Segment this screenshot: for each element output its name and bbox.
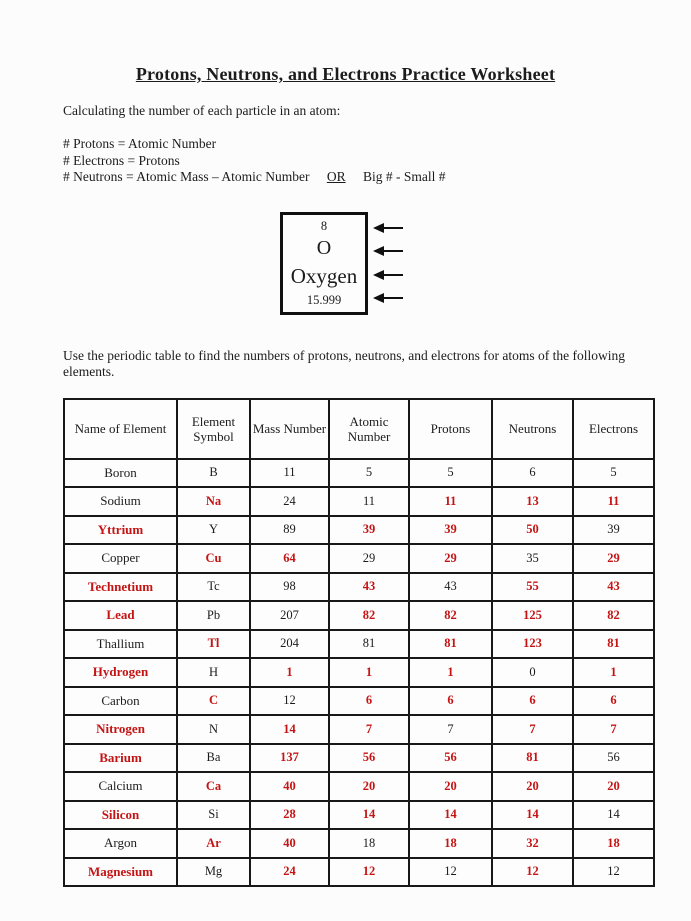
- value-cell: 137: [250, 744, 329, 773]
- elements-table: [63, 398, 655, 888]
- table-row: [64, 459, 654, 488]
- element-name-cell: Barium: [64, 744, 177, 773]
- left-arrow-icon: [373, 293, 403, 303]
- value-cell: 28: [250, 801, 329, 830]
- formula-neutrons: [63, 169, 691, 186]
- left-arrow-icon: [373, 246, 403, 256]
- table-row: [64, 744, 654, 773]
- table-body: [64, 459, 654, 887]
- value-cell: 55: [492, 573, 573, 602]
- column-header: Element Symbol: [177, 399, 250, 459]
- value-cell: 6: [329, 687, 409, 716]
- value-cell: 82: [573, 601, 654, 630]
- value-cell: Ba: [177, 744, 250, 773]
- value-cell: 56: [573, 744, 654, 773]
- value-cell: 14: [573, 801, 654, 830]
- element-name-cell: Argon: [64, 829, 177, 858]
- value-cell: 81: [409, 630, 492, 659]
- value-cell: 5: [409, 459, 492, 488]
- element-name-cell: Carbon: [64, 687, 177, 716]
- value-cell: 81: [573, 630, 654, 659]
- formula-protons: # Protons = Atomic Number: [63, 136, 217, 151]
- table-row: [64, 715, 654, 744]
- value-cell: 20: [492, 772, 573, 801]
- value-cell: 39: [409, 516, 492, 545]
- column-header: Neutrons: [492, 399, 573, 459]
- value-cell: 82: [329, 601, 409, 630]
- value-cell: Na: [177, 487, 250, 516]
- table-row: [64, 687, 654, 716]
- table-row: [64, 487, 654, 516]
- value-cell: 12: [250, 687, 329, 716]
- table-row: [64, 601, 654, 630]
- value-cell: 7: [409, 715, 492, 744]
- value-cell: Y: [177, 516, 250, 545]
- table-row: [64, 658, 654, 687]
- column-header: Name of Element: [64, 399, 177, 459]
- value-cell: 6: [492, 687, 573, 716]
- value-cell: 1: [329, 658, 409, 687]
- value-cell: 29: [329, 544, 409, 573]
- value-cell: Ar: [177, 829, 250, 858]
- element-name-cell: Yttrium: [64, 516, 177, 545]
- value-cell: 204: [250, 630, 329, 659]
- value-cell: 7: [329, 715, 409, 744]
- value-cell: 98: [250, 573, 329, 602]
- value-cell: 6: [409, 687, 492, 716]
- value-cell: Tl: [177, 630, 250, 659]
- table-row: [64, 801, 654, 830]
- value-cell: N: [177, 715, 250, 744]
- value-cell: 11: [329, 487, 409, 516]
- atomic-number-value: 8: [320, 218, 328, 233]
- value-cell: 5: [329, 459, 409, 488]
- value-cell: 82: [409, 601, 492, 630]
- element-name-cell: Silicon: [64, 801, 177, 830]
- value-cell: 1: [250, 658, 329, 687]
- instruction-text: Use the periodic table to find the numbers of protons, neutrons, and electrons for atoms of the following elements.: [63, 347, 625, 379]
- value-cell: H: [177, 658, 250, 687]
- value-cell: 12: [492, 858, 573, 887]
- table-row: [64, 573, 654, 602]
- page-title: Protons, Neutrons, and Electrons Practice Worksheet: [135, 64, 556, 84]
- column-header: Electrons: [573, 399, 654, 459]
- value-cell: 14: [409, 801, 492, 830]
- value-cell: 13: [492, 487, 573, 516]
- table-row: [64, 858, 654, 887]
- value-cell: 43: [573, 573, 654, 602]
- value-cell: 11: [409, 487, 492, 516]
- formula-list: [63, 136, 691, 186]
- value-cell: 12: [409, 858, 492, 887]
- value-cell: Cu: [177, 544, 250, 573]
- value-cell: 12: [329, 858, 409, 887]
- value-cell: 32: [492, 829, 573, 858]
- value-cell: 18: [329, 829, 409, 858]
- element-name-cell: Lead: [64, 601, 177, 630]
- element-name-cell: Technetium: [64, 573, 177, 602]
- value-cell: 0: [492, 658, 573, 687]
- element-name-cell: Sodium: [64, 487, 177, 516]
- value-cell: 39: [329, 516, 409, 545]
- value-cell: 125: [492, 601, 573, 630]
- formula-neutrons-main: # Neutrons = Atomic Mass – Atomic Number: [63, 169, 310, 184]
- formula-electrons: # Electrons = Protons: [63, 152, 180, 168]
- value-cell: 20: [329, 772, 409, 801]
- value-cell: 24: [250, 858, 329, 887]
- value-cell: 1: [573, 658, 654, 687]
- left-arrow-icon: [373, 270, 403, 280]
- value-cell: 56: [409, 744, 492, 773]
- column-header: Mass Number: [250, 399, 329, 459]
- value-cell: 89: [250, 516, 329, 545]
- element-name-cell: Nitrogen: [64, 715, 177, 744]
- value-cell: 6: [573, 687, 654, 716]
- table-row: [64, 630, 654, 659]
- value-cell: 40: [250, 829, 329, 858]
- column-header: Atomic Number: [329, 399, 409, 459]
- value-cell: 39: [573, 516, 654, 545]
- formula-neutrons-alt: Big # - Small #: [362, 169, 446, 184]
- table-row: [64, 544, 654, 573]
- value-cell: 7: [492, 715, 573, 744]
- element-symbol-value: O: [316, 237, 332, 260]
- value-cell: 35: [492, 544, 573, 573]
- value-cell: 6: [492, 459, 573, 488]
- table-row: [64, 516, 654, 545]
- value-cell: 81: [329, 630, 409, 659]
- value-cell: Si: [177, 801, 250, 830]
- value-cell: 12: [573, 858, 654, 887]
- value-cell: 1: [409, 658, 492, 687]
- value-cell: 20: [409, 772, 492, 801]
- value-cell: 123: [492, 630, 573, 659]
- value-cell: 56: [329, 744, 409, 773]
- table-row: [64, 772, 654, 801]
- value-cell: Mg: [177, 858, 250, 887]
- left-arrow-icon: [373, 223, 403, 233]
- value-cell: 14: [250, 715, 329, 744]
- value-cell: C: [177, 687, 250, 716]
- value-cell: Ca: [177, 772, 250, 801]
- value-cell: Tc: [177, 573, 250, 602]
- element-name-cell: Thallium: [64, 630, 177, 659]
- value-cell: 29: [409, 544, 492, 573]
- value-cell: 20: [573, 772, 654, 801]
- value-cell: 7: [573, 715, 654, 744]
- value-cell: 24: [250, 487, 329, 516]
- column-header: Protons: [409, 399, 492, 459]
- element-name-cell: Copper: [64, 544, 177, 573]
- value-cell: 40: [250, 772, 329, 801]
- value-cell: 43: [329, 573, 409, 602]
- value-cell: 81: [492, 744, 573, 773]
- element-name-value: Oxygen: [290, 263, 358, 288]
- value-cell: 43: [409, 573, 492, 602]
- value-cell: 14: [329, 801, 409, 830]
- element-box: [280, 212, 368, 315]
- value-cell: 50: [492, 516, 573, 545]
- element-name-cell: Boron: [64, 459, 177, 488]
- or-word: OR: [326, 169, 346, 184]
- element-name-cell: Hydrogen: [64, 658, 177, 687]
- value-cell: 11: [573, 487, 654, 516]
- value-cell: 11: [250, 459, 329, 488]
- value-cell: B: [177, 459, 250, 488]
- value-cell: 18: [573, 829, 654, 858]
- table-header-row: [64, 399, 654, 459]
- value-cell: 64: [250, 544, 329, 573]
- intro-text: Calculating the number of each particle in an atom:: [63, 103, 341, 118]
- atomic-mass-value: 15.999: [306, 293, 342, 308]
- element-box-figure: [280, 212, 420, 324]
- value-cell: 207: [250, 601, 329, 630]
- element-name-cell: Magnesium: [64, 858, 177, 887]
- pointer-arrows: [373, 223, 403, 304]
- element-name-cell: Calcium: [64, 772, 177, 801]
- value-cell: 14: [492, 801, 573, 830]
- table-row: [64, 829, 654, 858]
- value-cell: 5: [573, 459, 654, 488]
- value-cell: 18: [409, 829, 492, 858]
- value-cell: Pb: [177, 601, 250, 630]
- value-cell: 29: [573, 544, 654, 573]
